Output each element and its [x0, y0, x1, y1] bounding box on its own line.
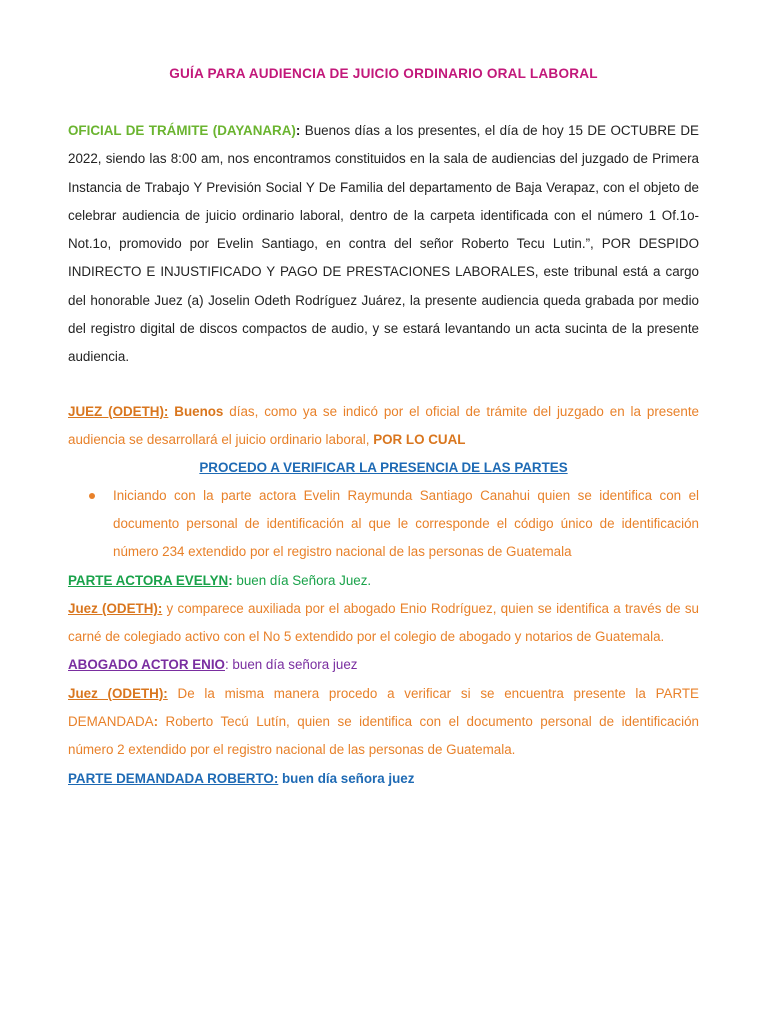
roberto-text: buen día señora juez: [278, 770, 415, 786]
juez-roberto-paragraph: [68, 680, 699, 765]
juez-intro-bold: Buenos: [168, 403, 224, 419]
juez-enio-text: y comparece auxiliada por el abogado Enio Rodríguez, quien se identifica a través de su carné de colegiado activo con el No 5 extendido por el colegio de abogado y notarios de Guatemala.: [68, 600, 699, 645]
list-item: [68, 482, 699, 567]
juez-intro-speaker: JUEZ (ODETH):: [68, 403, 169, 419]
juez-roberto-colon: :: [153, 714, 159, 730]
juez-enio-speaker: Juez (ODETH):: [68, 600, 163, 616]
juez-enio-paragraph: [68, 595, 699, 652]
juez-intro-paragraph: [68, 398, 699, 454]
evelyn-text: buen día Señora Juez.: [232, 572, 372, 588]
bullet-text: Iniciando con la parte actora Evelin Raymunda Santiago Canahui quien se identifica con el documento personal de identificación al que le corresponde el código único de identificación número 234 extendido por el registro nacional de las personas de Guatemala: [113, 487, 699, 560]
roberto-line: [68, 765, 699, 793]
roberto-speaker: PARTE DEMANDADA ROBERTO:: [68, 770, 279, 786]
juez-roberto-text2: Roberto Tecú Lutín, quien se identifica con el documento personal de identificación número 2 extendido por el registro nacional de las personas de Guatemala.: [68, 714, 699, 758]
juez-roberto-speaker: Juez (ODETH):: [68, 685, 168, 701]
oficial-colon: :: [295, 123, 301, 138]
enio-speaker: ABOGADO ACTOR ENIO: [68, 657, 225, 673]
document-content: [68, 66, 699, 793]
juez-roberto-text1: De la misma manera procedo a verificar si se encuentra presente la PARTE DEMANDADA: [68, 685, 699, 730]
enio-line: [68, 651, 699, 679]
evelyn-colon: :: [228, 572, 233, 588]
bullet-icon: [68, 482, 113, 567]
oficial-speaker: OFICIAL DE TRÁMITE (DAYANARA): [68, 123, 296, 138]
verify-parties-heading: PROCEDO A VERIFICAR LA PRESENCIA DE LAS PARTES: [199, 459, 568, 475]
document-title: GUÍA PARA AUDIENCIA DE JUICIO ORDINARIO ORAL LABORAL: [169, 66, 598, 81]
evelyn-line: [68, 567, 699, 595]
oficial-paragraph: [68, 117, 699, 372]
juez-intro-text: días, como ya se indicó por el oficial de trámite del juzgado en la presente audiencia se desarrollará el juicio ordinario laboral,: [68, 403, 699, 447]
juez-intro-bold-end: POR LO CUAL: [373, 431, 466, 447]
enio-text: : buen día señora juez: [224, 657, 358, 673]
evelyn-speaker: PARTE ACTORA EVELYN: [68, 572, 229, 588]
oficial-text: Buenos días a los presentes, el día de hoy 15 DE OCTUBRE DE 2022, siendo las 8:00 am, nos encontramos constituidos en la sala de audiencias del juzgado de Primera Instancia de Trabajo Y Previsión Social Y De Familia del departamento de Baja Verapaz, con el objeto de celebrar audiencia de juicio ordinario laboral, dentro de la carpeta identificada con el número 1 Of.1o-Not.1o, promovido por Evelin Santiago, en contra del señor Roberto Tecu Lutin.”, POR DESPIDO INDIRECTO E INJUSTIFICADO Y PAGO DE PRESTACIONES LABORALES, este tribunal está a cargo del honorable Juez (a) Joselin Odeth Rodríguez Juárez, la presente audiencia queda grabada por medio del registro digital de discos compactos de audio, y se estará levantando un acta sucinta de la presente audiencia.: [68, 123, 699, 365]
